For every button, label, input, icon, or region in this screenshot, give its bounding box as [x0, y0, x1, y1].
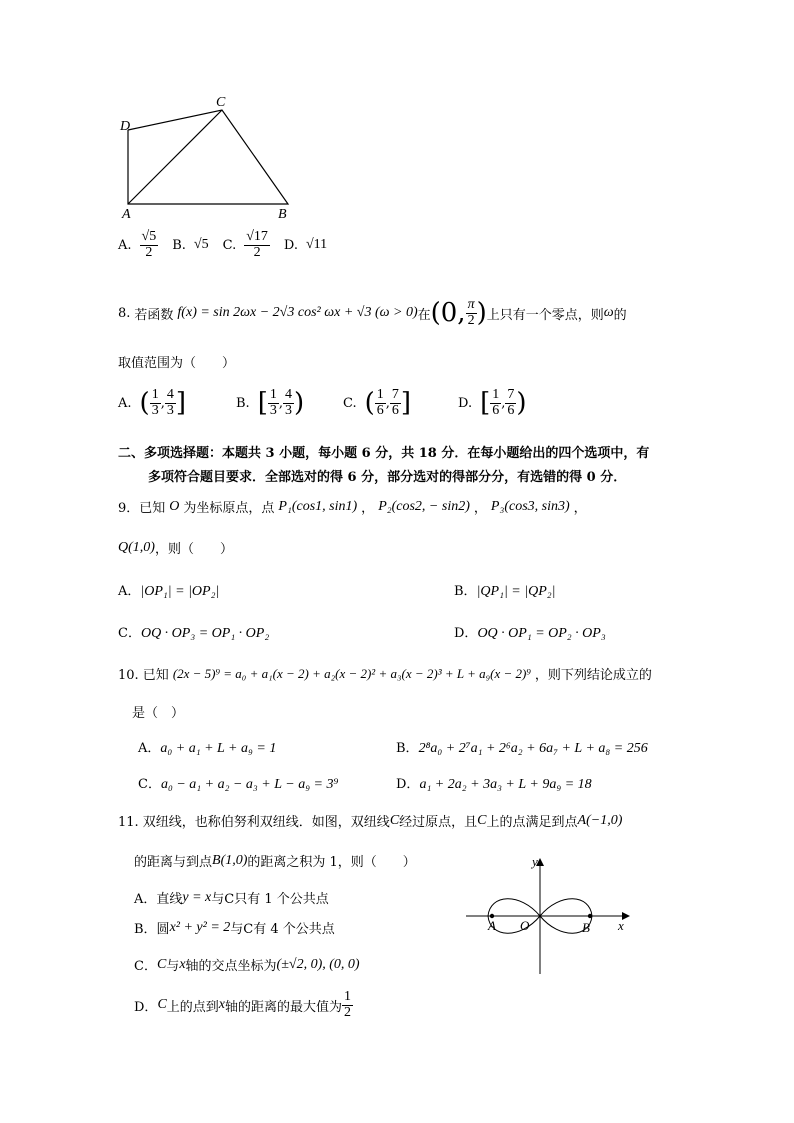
label-axis-x: x	[618, 918, 624, 933]
label-B: B	[582, 920, 590, 935]
point-B	[588, 914, 592, 918]
label-A: A	[488, 918, 496, 933]
q8-omega: ω	[603, 305, 614, 321]
q7-options	[118, 230, 327, 260]
lemniscate-figure	[462, 854, 642, 978]
q7-option-b-value: √5	[193, 237, 209, 253]
q8-tail2: 的	[613, 307, 627, 323]
q7-option-a-value: $\frac{√5}{2}$	[141, 229, 157, 260]
q11-option-a: A．直线 y = x 与C只有 1 个公共点	[134, 889, 329, 907]
q7-option-c-label: C.	[222, 237, 237, 253]
q8-interval-left: (0,	[430, 298, 466, 329]
label-A: A	[122, 207, 131, 222]
q8-option-d: D. [ $\frac{1}{6}$ , $\frac{7}{6}$ )	[458, 387, 527, 419]
q9-option-c: C．OQ · OP₃ = OP₁ · OP₂	[118, 626, 270, 641]
q11-option-c: C． C 与 x 轴的交点坐标为 (±√2, 0), (0, 0)	[134, 956, 360, 974]
q7-option-d-label: D.	[283, 237, 298, 253]
label-C: C	[216, 95, 226, 110]
q8-option-c: C. ( $\frac{1}{6}$ , $\frac{7}{6}$ ]	[343, 387, 412, 419]
label-B: B	[278, 207, 287, 222]
q8-line2: 取值范围为（ ）	[118, 356, 236, 371]
q9-stem-line2: Q(1,0) ，则（ ）	[118, 539, 233, 557]
q10-stem-line1: 10. 已知 (2x − 5)⁹ = a₀ + a₁(x − 2) + a₂(x − 2)² + a₃(x − 2)³ + L + a₉(x − 2)⁹ ，则下列结论成立的	[118, 665, 652, 683]
q10-option-d: D．a₁ + 2a₂ + 3a₃ + L + 9a₉ = 18	[396, 777, 592, 792]
q8-interval-right: )	[476, 298, 487, 329]
section2-line2: 多项符合题目要求．全部选对的得 6 分，部分选对的得部分分，有选错的得 0 分．	[148, 470, 627, 485]
q10-stem-line2: 是（ ）	[132, 706, 185, 721]
q11-stem-line2: 的距离与到点 B(1,0) 的距离之积为 1，则（ ）	[134, 852, 416, 870]
quadrilateral-figure	[110, 92, 310, 222]
q10-option-a: A．a₀ + a₁ + L + a₉ = 1	[138, 741, 277, 756]
label-axis-y: y	[532, 854, 538, 869]
q11-stem-line1: 11. 双纽线，也称伯努利双纽线．如图，双纽线 C 经过原点，且 C 上的点满足到点 A(−1,0)	[118, 812, 623, 830]
q9-option-b: B．|QP₁| = |QP₂|	[454, 584, 556, 599]
q8-lead: 若函数	[134, 307, 174, 323]
q8-interval-frac: $\frac{\pi}{2}$	[467, 297, 475, 328]
q9-stem-line1: 9．已知 O 为坐标原点，点 P₁(cos1, sin1) ， P₂(cos2, − sin2) ， P₃(cos3, sin3) ，	[118, 498, 587, 516]
q9-option-a: A．|OP₁| = |OP₂|	[118, 584, 220, 599]
q7-option-b-label: B.	[172, 237, 186, 253]
q8-options	[118, 388, 558, 430]
section2-line1: 二、多项选择题：本题共 3 小题，每小题 6 分，共 18 分．在每小题给出的四个选项中，有	[118, 446, 650, 461]
label-D: D	[120, 119, 131, 134]
q8-option-a: A. ( $\frac{1}{3}$ , $\frac{4}{3}$ ]	[118, 387, 186, 419]
q11-option-d: D． C 上的点到 x 轴的距离的最大值为 $\frac{1}{2}$	[134, 989, 352, 1020]
q8-number: 8.	[118, 305, 131, 321]
q10-option-b: B．2⁸a₀ + 2⁷a₁ + 2⁶a₂ + 6a₇ + L + a₈ = 256	[396, 741, 648, 756]
q10-option-c: C．a₀ − a₁ + a₂ − a₃ + L − a₉ = 3⁹	[138, 777, 339, 792]
q7-option-a-label: A.	[118, 237, 132, 253]
q8-tail: 上只有一个零点，则	[486, 307, 604, 323]
q8-option-b: B. [ $\frac{1}{3}$ , $\frac{4}{3}$ )	[236, 387, 305, 419]
q8-in: 在	[417, 307, 431, 323]
q7-option-c-value: $\frac{√17}{2}$	[246, 229, 268, 260]
q11-option-b: B．圆 x² + y² = 2 与C有 4 个公共点	[134, 919, 335, 937]
q7-option-d-value: √11	[306, 237, 328, 253]
label-O: O	[520, 918, 530, 933]
q8-function: f(x) = sin 2ωx − 2√3 cos² ωx + √3 (ω > 0)	[177, 305, 418, 321]
q9-option-d: D．OQ · OP₁ = OP₂ · OP₃	[454, 626, 606, 641]
q8-stem	[118, 298, 627, 328]
